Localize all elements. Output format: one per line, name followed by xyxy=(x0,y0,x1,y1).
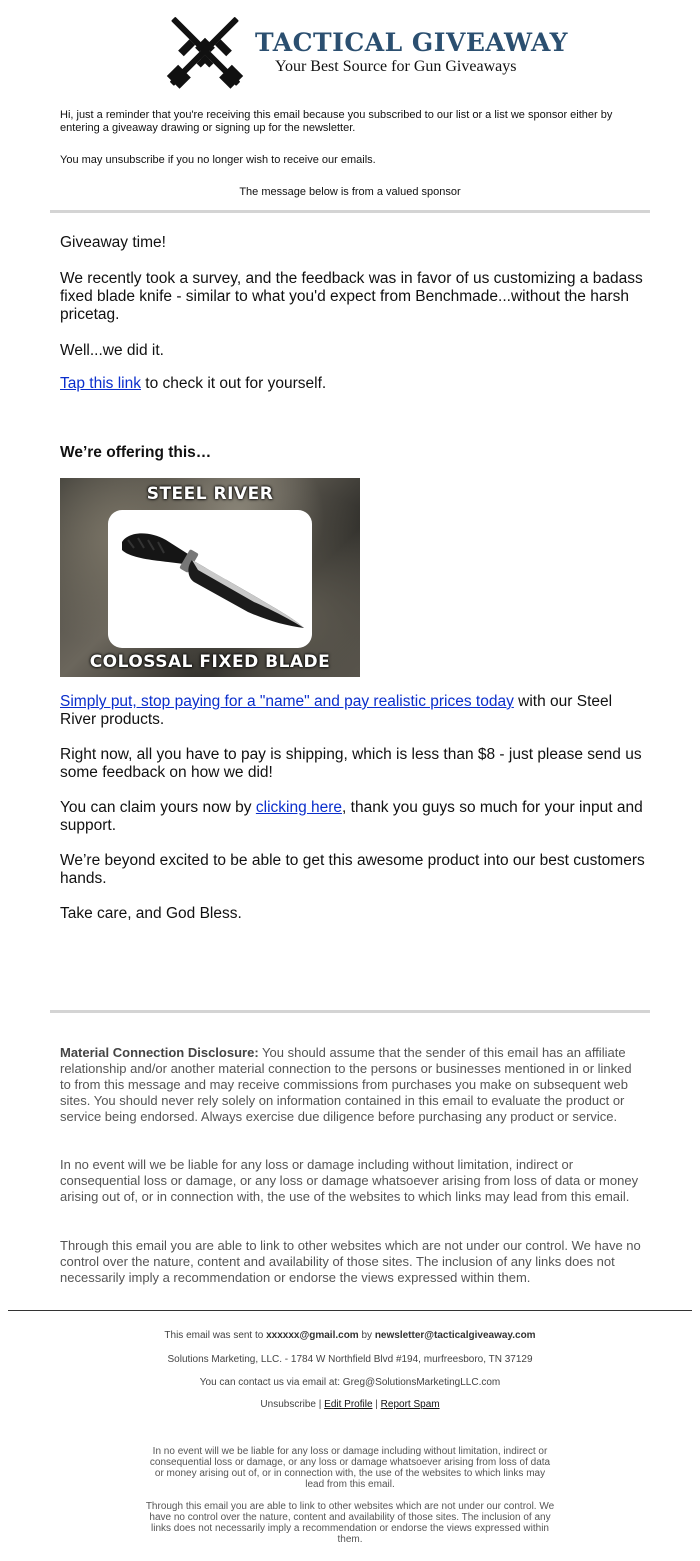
shipping-paragraph: Right now, all you have to pay is shipping, which is less than $8 - just please send us some feedback on how we did! xyxy=(60,746,642,781)
survey-paragraph: We recently took a survey, and the feedback was in favor of us customizing a badass fixed blade knife - similar to what you'd expect from Benchmade...without the harsh pricetag. xyxy=(60,270,643,323)
liability-paragraph: In no event will we be liable for any loss or damage including without limitation, indirect or consequential loss or damage, or any loss or damage whatsoever arising from loss of data or money arising out of, or in connection with, the use of the websites to which links may lead from this email. xyxy=(60,1157,639,1204)
product-image-title: STEEL RIVER xyxy=(146,484,274,504)
top-divider xyxy=(50,210,650,213)
disclosure-text: You should assume that the sender of this email has an affiliate relationship and/or another material connection to the persons or businesses mentioned in or linked to from this message and may receive commissions from purchases you make on subsequent web sites. You should never rely solely on information contained in this email to evaluate the product or service being endorsed. Always exercise due diligence before purchasing any product or service. xyxy=(60,1045,632,1124)
unsubscribe-note: You may unsubscribe if you no longer wish to receive our emails. xyxy=(60,154,376,166)
tap-rest-text: to check it out for yourself. xyxy=(140,375,327,392)
signoff: Take care, and God Bless. xyxy=(60,905,242,922)
sent-to-line xyxy=(0,1330,700,1342)
disclosure-label: Material Connection Disclosure: xyxy=(60,1045,259,1060)
crossed-rifles-icon xyxy=(155,8,255,96)
recipient-email: xxxxxx@gmail.com xyxy=(266,1330,359,1341)
edit-profile-link[interactable]: Edit Profile xyxy=(324,1399,373,1410)
product-image[interactable] xyxy=(60,478,360,677)
offering-heading: We’re offering this… xyxy=(60,444,212,461)
product-image-subtitle: COLOSSAL FIXED BLADE xyxy=(89,652,331,672)
did-it-paragraph: Well...we did it. xyxy=(60,342,164,359)
sponsor-note: The message below is from a valued sponsor xyxy=(239,186,461,198)
material-disclosure xyxy=(60,1045,642,1125)
footer-sep-2: | xyxy=(372,1399,381,1410)
product-image-panel xyxy=(108,510,312,648)
claim-pre-text: You can claim yours now by xyxy=(60,799,256,816)
sent-mid-text: by xyxy=(358,1330,375,1341)
unsubscribe-link[interactable]: Unsubscribe xyxy=(260,1399,316,1410)
claim-paragraph xyxy=(60,799,645,835)
tap-this-link[interactable]: Tap this link xyxy=(60,375,141,392)
footer-external-links: Through this email you are able to link to other websites which are not under our control. We have no control over the nature, content and availability of those sites. The inclusion of any links does not necessarily imply a recommendation or endorse the views expressed within them. xyxy=(145,1501,555,1545)
brand-tagline: Your Best Source for Gun Giveaways xyxy=(275,58,517,75)
knife-icon xyxy=(108,510,312,648)
brand-title: TACTICAL GIVEAWAY xyxy=(255,28,569,57)
simply-paragraph xyxy=(60,693,645,729)
footer-links xyxy=(0,1399,700,1411)
claim-post-text: , thank you guys so much for your input and support. xyxy=(60,799,643,834)
email-header xyxy=(0,0,700,100)
contact-line: You can contact us via email at: Greg@SolutionsMarketingLLC.com xyxy=(199,1377,501,1388)
footer-liability: In no event will we be liable for any loss or damage including without limitation, indirect or consequential loss or damage, or any loss or damage whatsoever arising from loss of data or money arising out of, or in connection with, the use of the websites to which links may lead from this email. xyxy=(149,1446,551,1490)
simply-put-link[interactable]: Simply put, stop paying for a "name" and pay realistic prices today xyxy=(60,693,514,710)
subscription-reminder: Hi, just a reminder that you're receiving this email because you subscribed to our list or a list we sponsor either by entering a giveaway drawing or signing up for the newsletter. xyxy=(60,109,613,134)
sent-pre-text: This email was sent to xyxy=(164,1330,267,1341)
external-links-paragraph: Through this email you are able to link to other websites which are not under our control. We have no control over the nature, content and availability of those sites. The inclusion of any links does not necessarily imply a recommendation or endorse the views expressed within them. xyxy=(60,1238,641,1285)
clicking-here-link[interactable]: clicking here xyxy=(255,799,343,816)
report-spam-link[interactable]: Report Spam xyxy=(380,1399,440,1410)
excited-paragraph: We’re beyond excited to be able to get this awesome product into our best customers hands. xyxy=(60,852,645,887)
simply-rest-text: with our Steel River products. xyxy=(60,693,613,728)
greeting: Giveaway time! xyxy=(60,234,166,251)
company-address: Solutions Marketing, LLC. - 1784 W Northfield Blvd #194, murfreesboro, TN 37129 xyxy=(167,1354,533,1365)
footer-sep-1: | xyxy=(316,1399,325,1410)
bottom-divider xyxy=(50,1010,650,1013)
footer-divider xyxy=(8,1310,692,1311)
sender-email: newsletter@tacticalgiveaway.com xyxy=(374,1330,536,1341)
tap-paragraph xyxy=(60,375,645,393)
